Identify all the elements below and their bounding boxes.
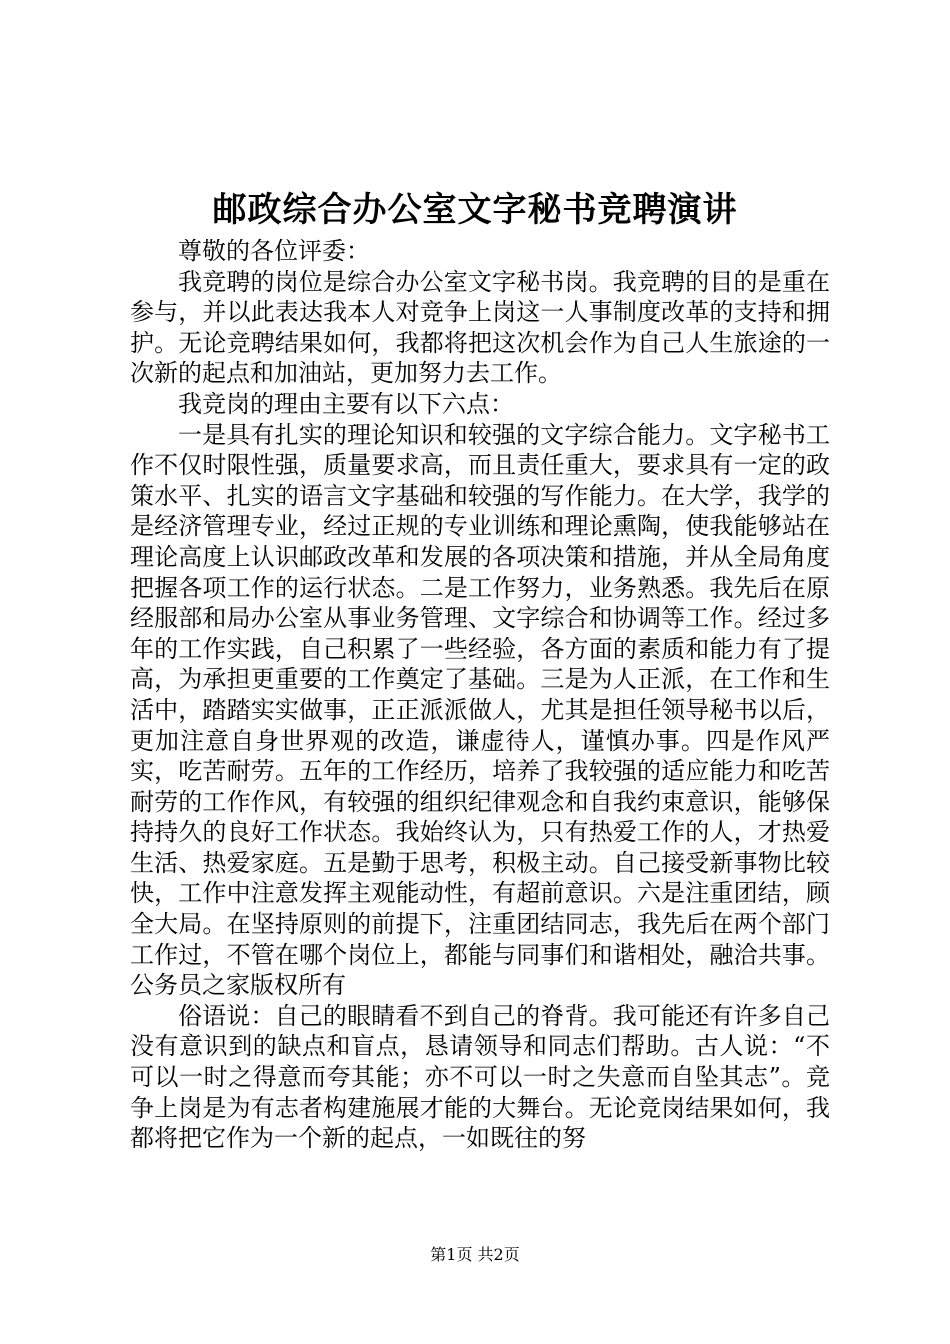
intro-paragraph: 我竞聘的岗位是综合办公室文字秘书岗。我竞聘的目的是重在参与，并以此表达我本人对竞争上岗这一人事制度改革的支持和拥护。无论竞聘结果如何，我都将把这次机会作为自己人生旅途的一次新的起点和加油站，更加努力去工作。 <box>130 267 830 388</box>
document-body <box>130 236 830 1154</box>
reasons-paragraph: 一是具有扎实的理论知识和较强的文字综合能力。文字秘书工作不仅时限性强，质量要求高，而且责任重大，要求具有一定的政策水平、扎实的语言文字基础和较强的写作能力。在大学，我学的是经济管理专业，经过正规的专业训练和理论熏陶，使我能够站在理论高度上认识邮政改革和发展的各项决策和措施，并从全局角度把握各项工作的运行状态。二是工作努力，业务熟悉。我先后在原经服部和局办公室从事业务管理、文字综合和协调等工作。经过多年的工作实践，自己积累了一些经验，各方面的素质和能力有了提高，为承担更重要的工作奠定了基础。三是为人正派，在工作和生活中，踏踏实实做事，正正派派做人，尤其是担任领导秘书以后，更加注意自身世界观的改造，谦虚待人，谨慎办事。四是作风严实，吃苦耐劳。五年的工作经历，培养了我较强的适应能力和吃苦耐劳的工作作风，有较强的组织纪律观念和自我约束意识，能够保持持久的良好工作状态。我始终认为，只有热爱工作的人，才热爱生活、热爱家庭。五是勤于思考，积极主动。自己接受新事物比较快，工作中注意发挥主观能动性，有超前意识。六是注重团结，顾全大局。在坚持原则的前提下，注重团结同志，我先后在两个部门工作过，不管在哪个岗位上，都能与同事们和谐相处，融洽共事。公务员之家版权所有 <box>130 420 830 1000</box>
reasons-heading-paragraph: 我竞岗的理由主要有以下六点： <box>178 389 514 418</box>
closing-paragraph: 俗语说：自己的眼睛看不到自己的脊背。我可能还有许多自己没有意识到的缺点和盲点，恳请领导和同志们帮助。古人说：“不可以一时之得意而夸其能；亦不可以一时之失意而自坠其志”。竞争上岗是为有志者构建施展才能的大舞台。无论竞岗结果如何，我都将把它作为一个新的起点，一如既往的努 <box>130 1001 830 1153</box>
page-number-footer: 第1页 共2页 <box>430 1245 520 1264</box>
salutation-paragraph: 尊敬的各位评委： <box>178 237 370 265</box>
document-title: 邮政综合办公室文字秘书竞聘演讲 <box>212 190 738 230</box>
